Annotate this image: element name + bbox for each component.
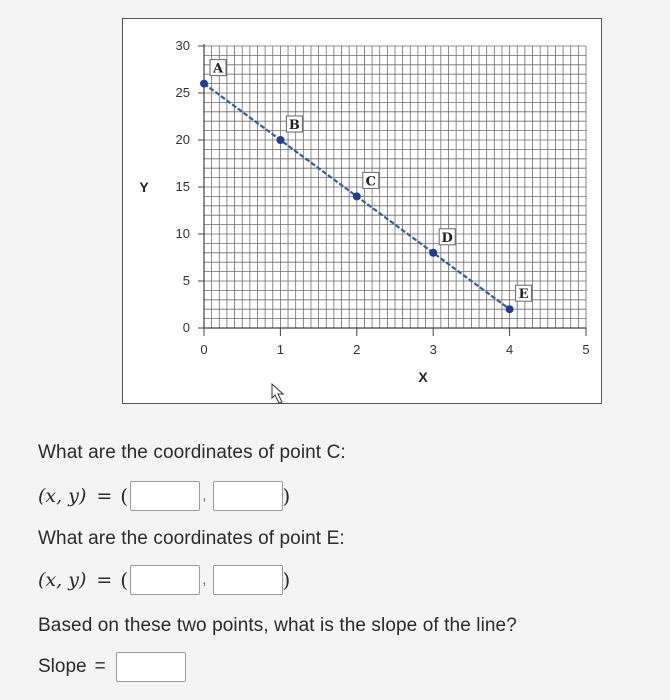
coordinate-graph — [122, 18, 602, 404]
point-label-c: C — [365, 174, 376, 190]
point-c — [353, 192, 361, 200]
comma: , — [202, 571, 207, 588]
point-label-a: A — [212, 61, 224, 77]
answer-row-point-c — [38, 481, 292, 511]
close-paren: ) — [282, 484, 291, 508]
x-axis-label: X — [418, 369, 428, 385]
point-label-d: D — [441, 230, 453, 246]
x-tick-label: 5 — [582, 342, 590, 357]
point-label-e: E — [518, 287, 529, 303]
x-tick-label: 3 — [429, 342, 437, 357]
y-axis-label: Y — [139, 179, 149, 195]
slope-label: Slope — [38, 656, 87, 677]
y-tick-label: 5 — [182, 273, 190, 288]
point-label-b: B — [288, 118, 300, 133]
point-e-y-input[interactable] — [213, 565, 283, 595]
y-tick-label: 10 — [175, 226, 190, 241]
x-tick-label: 2 — [353, 342, 361, 357]
x-tick-label: 4 — [505, 342, 514, 357]
mouse-cursor-icon — [272, 384, 283, 403]
equals-sign: = — [96, 569, 113, 591]
x-tick-label: 0 — [200, 342, 208, 357]
open-paren: ( — [120, 484, 129, 508]
xy-expression: (x, y) — [38, 569, 87, 591]
equals-sign: = — [94, 656, 106, 677]
point-d — [429, 249, 437, 257]
comma: , — [202, 487, 207, 504]
equals-sign: = — [96, 485, 113, 507]
question-point-e: What are the coordinates of point E: — [38, 528, 345, 549]
question-point-c: What are the coordinates of point C: — [38, 442, 346, 463]
xy-expression: (x, y) — [38, 485, 87, 507]
y-tick-label: 0 — [182, 320, 190, 335]
point-e — [506, 305, 514, 313]
point-c-y-input[interactable] — [213, 481, 283, 511]
answer-row-point-e — [38, 565, 292, 595]
point-b — [276, 136, 284, 144]
point-c-x-input[interactable] — [130, 481, 200, 511]
question-slope: Based on these two points, what is the slope of the line? — [38, 615, 517, 636]
y-tick-label: 25 — [175, 85, 190, 100]
open-paren: ( — [120, 568, 129, 592]
point-e-x-input[interactable] — [130, 565, 200, 595]
slope-row — [38, 652, 186, 682]
point-a — [200, 80, 208, 88]
slope-input[interactable] — [116, 652, 186, 682]
y-tick-label: 20 — [175, 132, 190, 147]
y-tick-label: 15 — [175, 179, 190, 194]
close-paren: ) — [282, 568, 291, 592]
x-tick-label: 1 — [276, 342, 285, 357]
y-tick-label: 30 — [175, 38, 190, 53]
